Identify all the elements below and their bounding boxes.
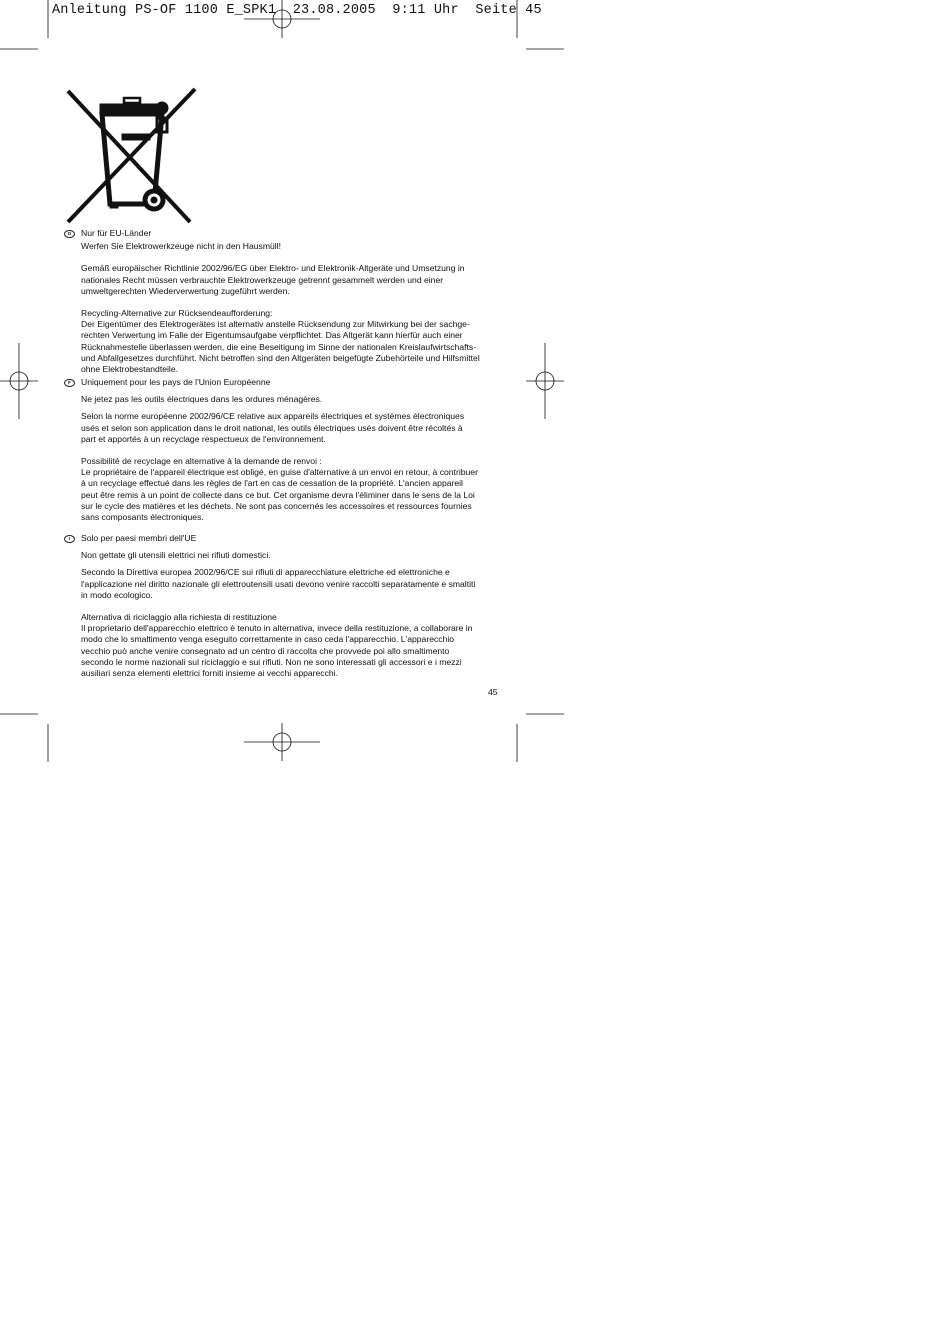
section-french xyxy=(64,377,504,523)
registration-mark-top xyxy=(244,0,320,38)
paragraph-line: Gemäß europäischer Richtlinie 2002/96/EG über Elektro- und Elektronik-Altgeräte und Umsetzung in xyxy=(81,263,465,274)
paragraph-line: Selon la norme européenne 2002/96/CE relative aux appareils électriques et systèmes électroniques xyxy=(81,411,465,422)
alternative-heading: Alternativa di riciclaggio alla richiesta di restituzione xyxy=(81,612,277,623)
paragraph-line: usés et selon son application dans le droit national, les outils électriques usés doivent être récoltés à xyxy=(81,422,463,433)
section-heading: I Solo per paesi membri dell'UE xyxy=(64,533,504,544)
paragraph-line: ausiliari senza elementi elettrici forniti insieme ai vecchi apparecchi. xyxy=(81,668,338,679)
print-slug: Anleitung PS-OF 1100 E_SPK1 23.08.2005 9:11 Uhr Seite 45 xyxy=(52,3,542,18)
crossed-out-wheelie-bin-icon xyxy=(62,86,202,226)
paragraph-line: sans composants électroniques. xyxy=(81,512,204,523)
paragraph-line: umweltgerechten Wiederverwertung zugeführt werden. xyxy=(81,285,290,296)
section-german xyxy=(64,228,504,375)
paragraph-line: part et apportés à un recyclage respectueux de l'environnement. xyxy=(81,433,326,444)
alternative-heading: Possibilité de recyclage en alternative à la demande de renvoi : xyxy=(81,456,322,467)
paragraph-line: peut être remis à un point de collecte dans ce but. Cet organisme devra l'éliminer dans le sens de la Loi xyxy=(81,489,475,500)
paragraph-line: l'applicazione nel diritto nazionale gli elettroutensili usati devono venire raccolti separatamente e smaltiti xyxy=(81,578,476,589)
country-flag-icon: D xyxy=(64,230,75,238)
paragraph-line: à un recyclage effectué dans les règles de l'art en cas de cessation de la propriété. L'ancien appareil xyxy=(81,478,463,489)
paragraph-line: secondo le norme nazionali sul riciclaggio e sui rifiuti. Non ne sono interessati gli accessori e i mezzi xyxy=(81,656,462,667)
paragraph-line: in modo ecologico. xyxy=(81,589,153,600)
section-italian xyxy=(64,533,504,679)
paragraph-line: Il proprietario dell'apparecchio elettrico è tenuto in alternativa, invece della restituzione, a collaborare in xyxy=(81,623,473,634)
section-heading: F Uniquement pour les pays de l'Union Européenne xyxy=(64,377,504,388)
paragraph-line: Le propriétaire de l'appareil électrique est obligé, en guise d'alternative à un envoi en retour, à contribuer xyxy=(81,467,478,478)
warning-text: Werfen Sie Elektrowerkzeuge nicht in den Hausmüll! xyxy=(81,241,281,252)
country-flag-icon: I xyxy=(64,535,75,543)
paragraph-line: ohne Elektrobestandteile. xyxy=(81,364,178,375)
section-heading: D Nur für EU-Länder xyxy=(64,228,504,239)
paragraph-line: und Abfallgesetzes durchführt. Nicht betroffen sind den Altgeräten beigefügte Zubehörteile und Hilfsmittel xyxy=(81,352,480,363)
paragraph-line: Der Eigentümer des Elektrogerätes ist alternativ anstelle Rücksendung zur Mitwirkung bei der sachge- xyxy=(81,319,470,330)
alternative-heading: Recycling-Alternative zur Rücksendeaufforderung: xyxy=(81,308,273,319)
registration-mark-bottom xyxy=(244,723,320,761)
warning-text: Non gettate gli utensili elettrici nei rifiuti domestici. xyxy=(81,550,271,561)
paragraph-line: sur le cycle des matières et les déchets. Ne sont pas concernés les accessoires et ressources fournies xyxy=(81,500,472,511)
paragraph-line: rechten Verwertung im Falle der Eigentumsaufgabe verpflichtet. Das Altgerät kann hierfür auch einer xyxy=(81,330,463,341)
paragraph-line: Rücknahmestelle überlassen werden, die eine Beseitigung im Sinne der nationalen Kreislaufwirtschafts- xyxy=(81,341,477,352)
paragraph-line: Secondo la Direttiva europea 2002/96/CE sui rifiuti di apparecchiature elettriche ed elettroniche e xyxy=(81,567,450,578)
paragraph-line: nationales Recht müssen verbrauchte Elektrowerkzeuge getrennt gesammelt werden und einer xyxy=(81,274,444,285)
country-flag-icon: F xyxy=(64,379,75,387)
registration-mark-right xyxy=(526,343,564,419)
registration-mark-left xyxy=(0,343,38,419)
warning-text: Ne jetez pas les outils électriques dans les ordures ménagères. xyxy=(81,394,323,405)
paragraph-line: modo che lo smaltimento venga eseguito correttamente in caso ceda l'apparecchio. L'apparecchio xyxy=(81,634,455,645)
page-number: 45 xyxy=(488,687,498,697)
paragraph-line: vecchio può anche venire consegnato ad un centro di raccolta che provvede poi allo smaltimento xyxy=(81,645,450,656)
